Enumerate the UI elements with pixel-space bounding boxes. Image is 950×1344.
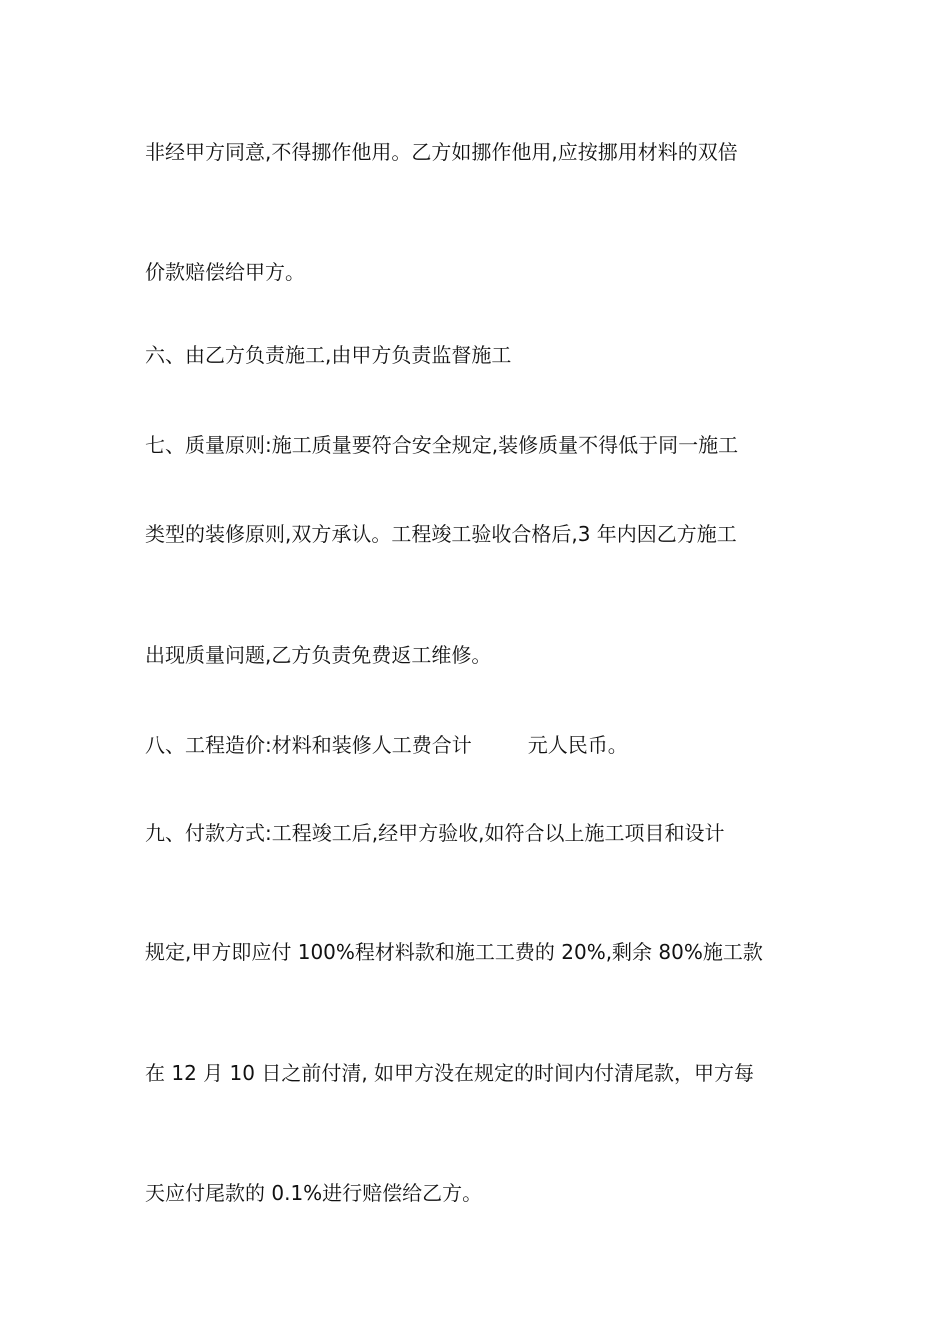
clause-nine-line: 天应付尾款的 0.1%进行赔偿给乙方。 [145, 1181, 483, 1205]
paragraph-line: 价款赔偿给甲方。 [145, 260, 305, 284]
clause-six: 六、由乙方负责施工,由甲方负责监督施工 [145, 343, 512, 367]
clause-seven-line: 出现质量问题,乙方负责免费返工维修。 [145, 643, 492, 667]
clause-eight-prefix: 八、工程造价:材料和装修人工费合计 [145, 733, 472, 757]
clause-eight-suffix: 元人民币。 [527, 733, 628, 757]
clause-seven-line: 类型的装修原则,双方承认。工程竣工验收合格后,3 年内因乙方施工 [145, 522, 737, 546]
paragraph-line: 非经甲方同意,不得挪作他用。乙方如挪作他用,应按挪用材料的双倍 [145, 140, 738, 164]
clause-nine-line: 在 12 月 10 日之前付清, 如甲方没在规定的时间内付清尾款，甲方每 [145, 1061, 755, 1085]
clause-eight [145, 732, 628, 758]
clause-nine-line: 九、付款方式:工程竣工后,经甲方验收,如符合以上施工项目和设计 [145, 821, 725, 845]
clause-seven-line: 七、质量原则:施工质量要符合安全规定,装修质量不得低于同一施工 [145, 433, 739, 457]
clause-nine-line: 规定,甲方即应付 100%程材料款和施工工费的 20%,剩余 80%施工款 [145, 940, 763, 964]
